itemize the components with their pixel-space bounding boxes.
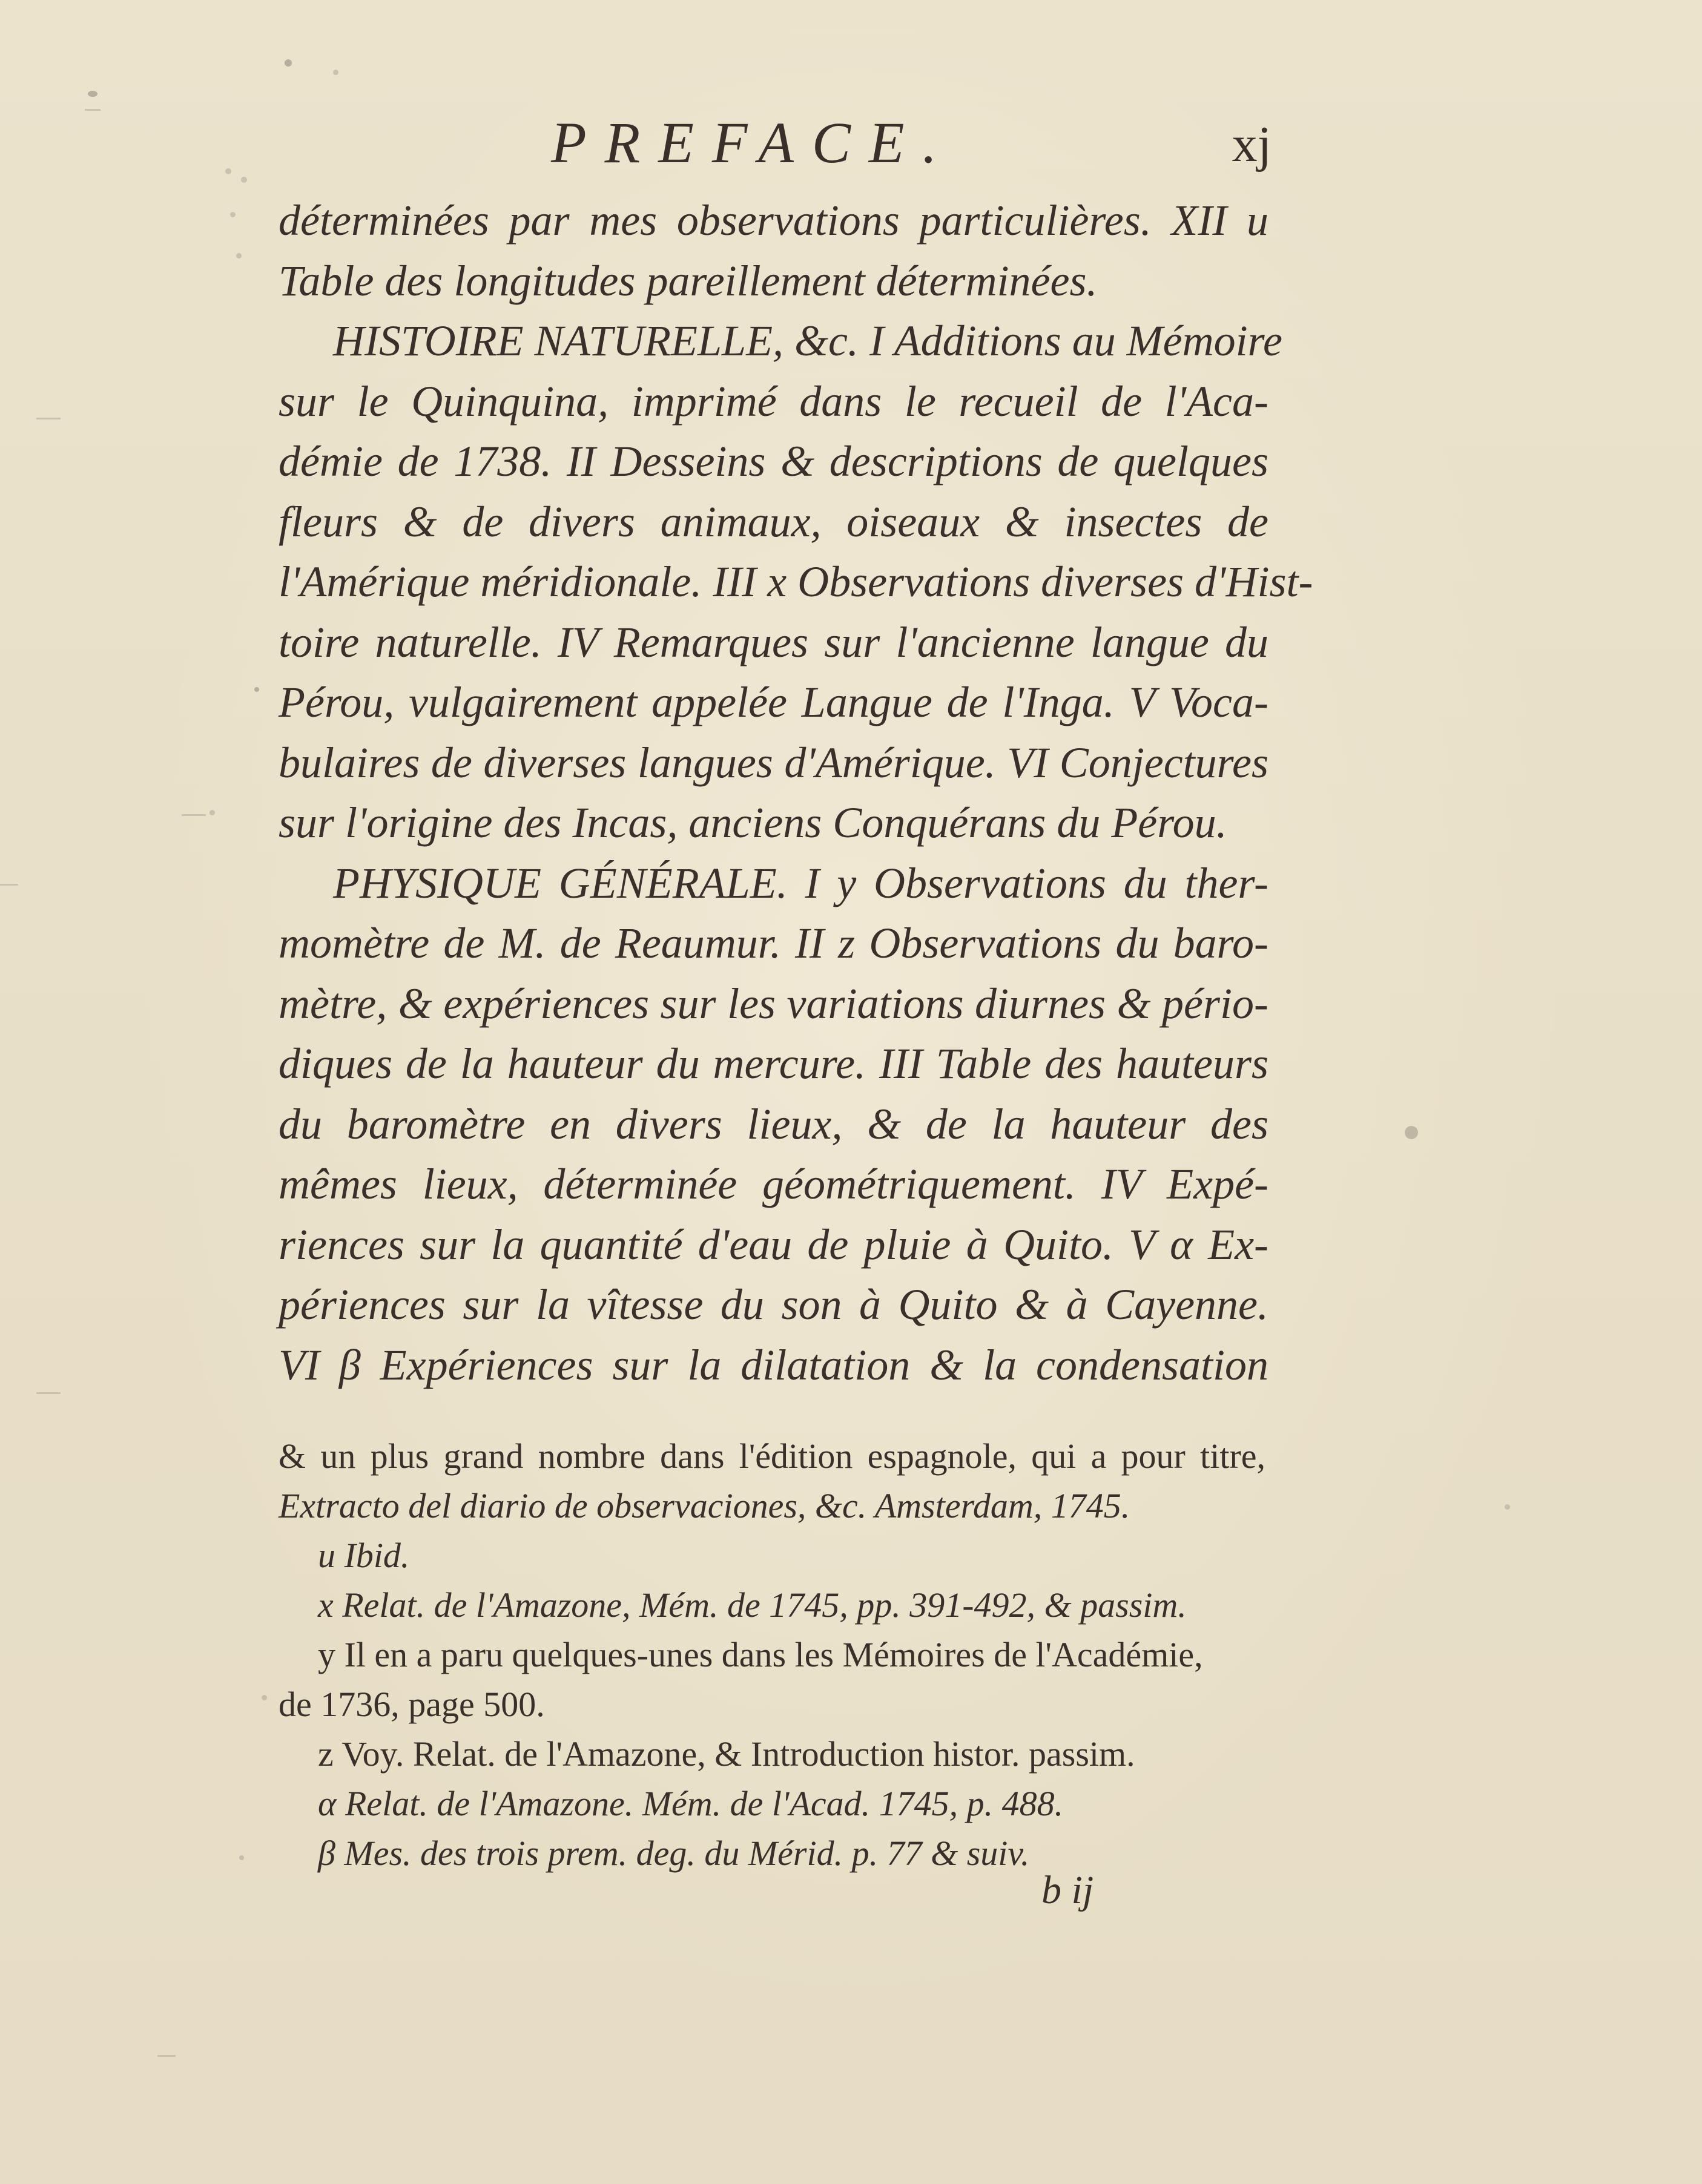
body-line: riences sur la quantité d'eau de pluie à Quito. V α Ex- — [279, 1220, 1268, 1269]
paper-speck — [209, 810, 215, 815]
paper-mark — [157, 2055, 176, 2057]
body-line: PHYSIQUE GÉNÉRALE. I y Observations du ther- — [333, 858, 1268, 907]
body-line: HISTOIRE NATURELLE, &c. I Additions au Mémoire — [333, 317, 1282, 365]
paper-speck — [241, 177, 247, 183]
body-line: l'Amérique méridionale. III x Observations diverses d'Hist- — [279, 558, 1313, 606]
body-line: démie de 1738. II Desseins & descriptions de quelques — [279, 437, 1268, 485]
paper-speck — [236, 253, 242, 258]
footnote-line: y Il en a paru quelques-unes dans les Mémoires de l'Académie, — [318, 1635, 1203, 1674]
running-title: PREFACE. — [551, 110, 955, 175]
paper-speck — [88, 91, 97, 97]
body-line: sur le Quinquina, imprimé dans le recueil de l'Aca- — [279, 377, 1268, 426]
body-line: toire naturelle. IV Remarques sur l'ancienne langue du — [279, 617, 1268, 666]
paper-mark — [182, 814, 206, 816]
paper-speck — [239, 1855, 244, 1860]
paper-speck — [254, 687, 259, 692]
footnote-line: Extracto del diario de observaciones, &c. Amsterdam, 1745. — [279, 1486, 1130, 1525]
body-line: Pérou, vulgairement appelée Langue de l'Inga. V Voca- — [279, 678, 1268, 726]
paper-mark — [0, 884, 18, 886]
signature-mark: b ij — [1041, 1868, 1094, 1912]
paper-speck — [1505, 1504, 1510, 1510]
footnote-line: de 1736, page 500. — [279, 1685, 545, 1724]
body-line: mètre, & expériences sur les variations diurnes & pério- — [279, 979, 1268, 1028]
paper-speck — [262, 1695, 267, 1700]
paper-mark — [36, 1392, 61, 1394]
body-line: périences sur la vîtesse du son à Quito & à Cayenne. — [279, 1280, 1268, 1329]
body-line: bulaires de diverses langues d'Amérique. VI Conjectures — [279, 738, 1268, 787]
footnote-line: z Voy. Relat. de l'Amazone, & Introduction histor. passim. — [318, 1734, 1135, 1774]
paper-speck — [225, 168, 231, 174]
paper-speck — [285, 59, 292, 67]
footnote-line: u Ibid. — [318, 1536, 410, 1575]
page-number: xj — [1232, 116, 1272, 173]
body-line: mêmes lieux, déterminée géométriquement. IV Expé- — [279, 1160, 1268, 1208]
footnotes — [279, 1432, 1265, 1878]
footnote-line: & un plus grand nombre dans l'édition espagnole, qui a pour titre, — [279, 1436, 1265, 1476]
body-line: déterminées par mes observations particulières. XII u — [279, 196, 1268, 245]
body-line: du baromètre en divers lieux, & de la hauteur des — [279, 1099, 1268, 1148]
paper-speck — [230, 212, 236, 217]
page-header — [279, 109, 1284, 194]
paper-speck — [1405, 1126, 1418, 1139]
body-line: fleurs & de divers animaux, oiseaux & insectes de — [279, 497, 1268, 546]
body-line: VI β Expériences sur la dilatation & la condensation — [279, 1340, 1268, 1389]
body-line: momètre de M. de Reaumur. II z Observations du baro- — [279, 919, 1268, 967]
paper-speck — [333, 70, 338, 75]
paper-mark — [36, 418, 61, 419]
body-text — [279, 191, 1313, 1395]
footnote-line: x Relat. de l'Amazone, Mém. de 1745, pp. 391-492, & passim. — [318, 1585, 1187, 1625]
body-line: Table des longitudes pareillement déterminées. — [279, 256, 1098, 305]
body-line: diques de la hauteur du mercure. III Table des hauteurs — [279, 1039, 1268, 1088]
paper-mark — [85, 109, 101, 111]
footnote-line: β Mes. des trois prem. deg. du Mérid. p. 77 & suiv. — [318, 1834, 1030, 1873]
body-line: sur l'origine des Incas, anciens Conquérans du Pérou. — [279, 798, 1227, 847]
footnote-line: α Relat. de l'Amazone. Mém. de l'Acad. 1745, p. 488. — [318, 1784, 1064, 1823]
